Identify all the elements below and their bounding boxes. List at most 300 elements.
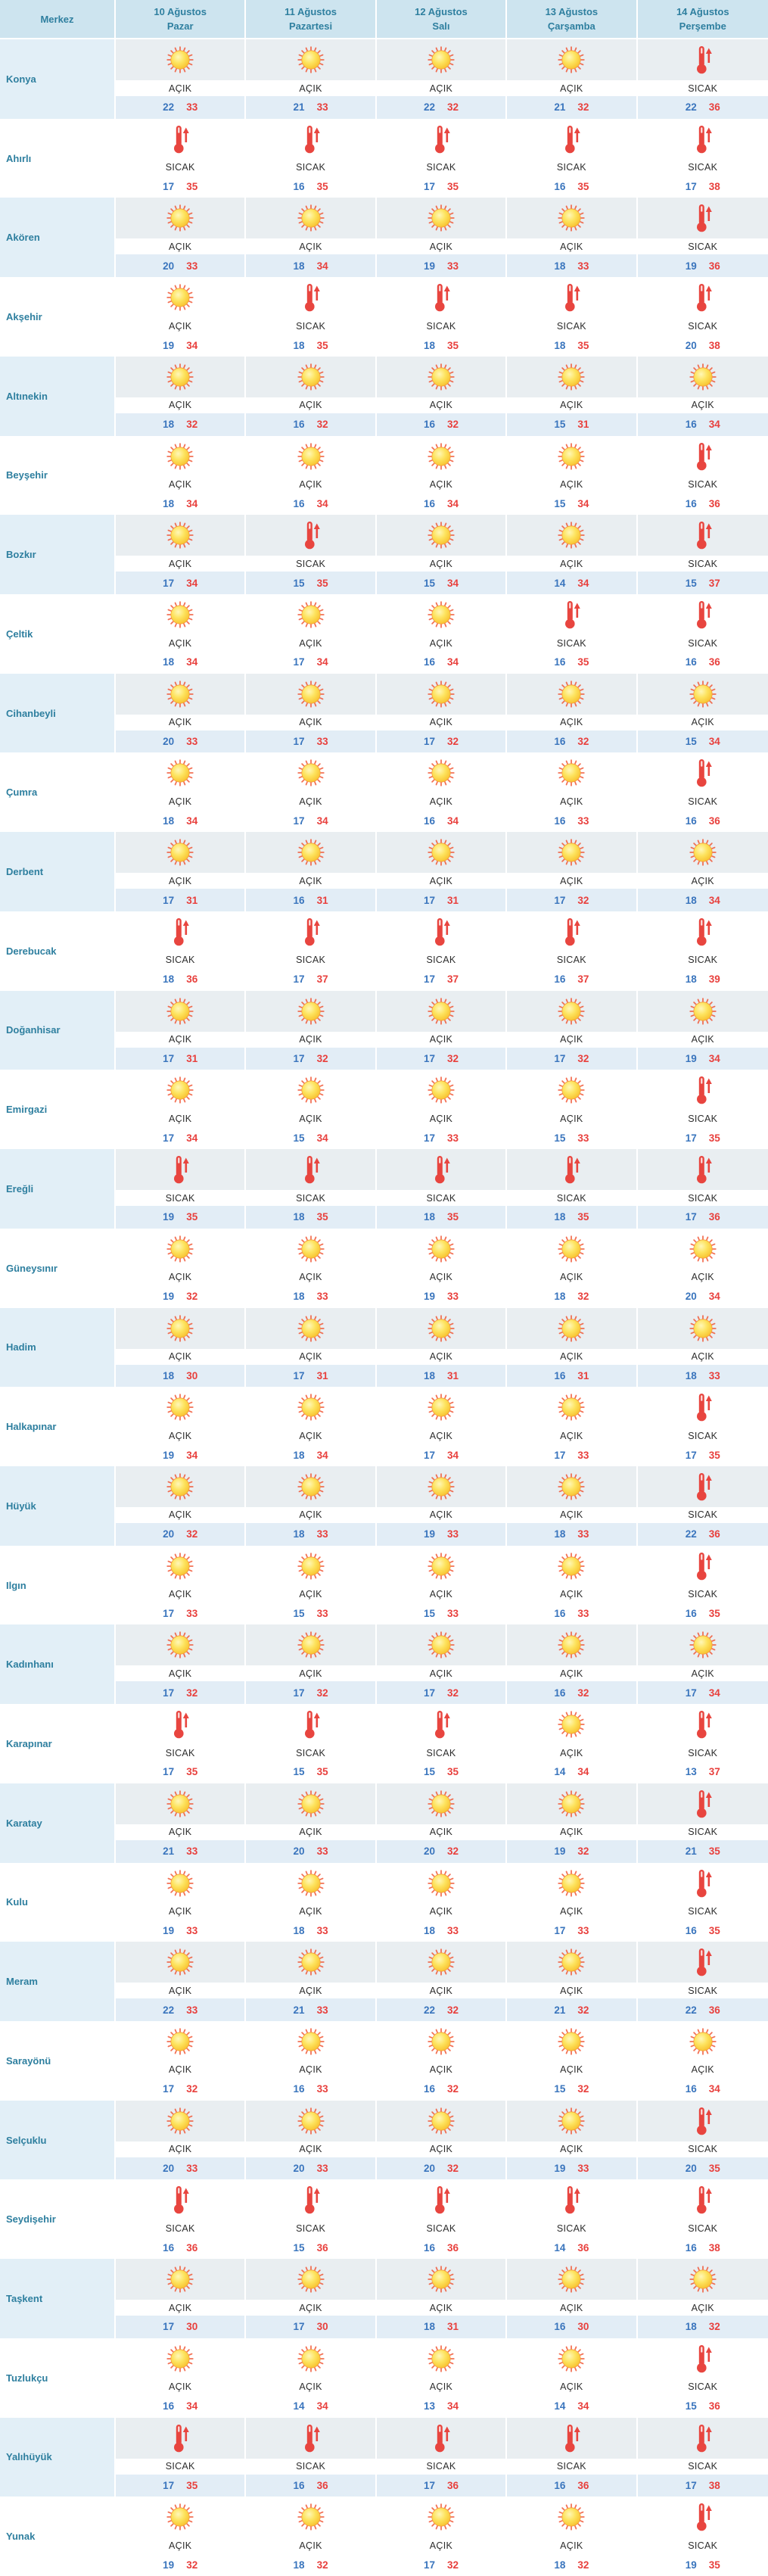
weather-icon-band: [246, 1466, 375, 1507]
day-forecast-cell: [246, 119, 376, 198]
min-temp: 17: [423, 973, 435, 986]
condition-label: AÇIK: [507, 2537, 636, 2553]
district-name[interactable]: Akören: [0, 198, 116, 277]
sun-icon: [427, 1076, 456, 1104]
temperature-band: [246, 1920, 375, 1942]
condition-label: SICAK: [638, 477, 768, 493]
district-row: [0, 1704, 768, 1783]
max-temp: 32: [577, 1291, 589, 1303]
weather-icon-band: [507, 1466, 636, 1507]
min-temp: 15: [554, 2083, 566, 2095]
weather-icon-band: [507, 436, 636, 477]
min-temp: 16: [554, 1608, 566, 1620]
condition-label: SICAK: [377, 952, 505, 968]
weather-icon-band: [377, 1863, 505, 1904]
weather-icon-band: [638, 1229, 768, 1269]
weather-icon-band: [377, 357, 505, 397]
sun-icon: [166, 1869, 194, 1898]
thermometer-icon: [689, 1154, 717, 1185]
day-forecast-cell: [246, 2497, 376, 2576]
weather-icon-band: [246, 1387, 375, 1428]
condition-label: SICAK: [116, 2220, 244, 2236]
max-temp: 33: [316, 2083, 328, 2095]
weather-icon-band: [246, 1704, 375, 1745]
weather-icon-band: [377, 911, 505, 952]
min-temp: 18: [554, 1211, 566, 1223]
temperature-band: [377, 1444, 505, 1466]
district-name[interactable]: Yalıhüyük: [0, 2418, 116, 2497]
max-temp: 33: [186, 1924, 198, 1936]
weather-icon-band: [116, 515, 244, 556]
day-forecast-cell: [116, 1546, 246, 1625]
weather-icon-band: [116, 357, 244, 397]
sun-icon: [166, 680, 194, 709]
temperature-band: [377, 572, 505, 594]
max-temp: 31: [186, 1052, 198, 1064]
min-temp: 18: [163, 419, 175, 431]
temperature-band: [116, 96, 244, 119]
weather-icon-band: [377, 198, 505, 238]
day-forecast-cell: [638, 832, 768, 911]
condition-label: AÇIK: [116, 556, 244, 572]
condition-label: AÇIK: [377, 1507, 505, 1523]
temperature-band: [638, 334, 768, 357]
temperature-band: [638, 2316, 768, 2338]
max-temp: 32: [316, 1687, 328, 1699]
max-temp: 34: [316, 497, 328, 509]
header-day-cell: [246, 0, 376, 39]
day-forecast-cell: [507, 2259, 637, 2338]
min-temp: 18: [163, 973, 175, 986]
max-temp: 36: [186, 2241, 198, 2254]
min-temp: 16: [554, 736, 566, 748]
district-name[interactable]: Meram: [0, 1942, 116, 2021]
sun-icon: [427, 1631, 456, 1659]
min-temp: 17: [423, 1687, 435, 1699]
weather-icon-band: [507, 198, 636, 238]
temperature-band: [246, 889, 375, 911]
min-temp: 17: [554, 894, 566, 906]
district-row: [0, 1783, 768, 1863]
sun-icon: [427, 997, 456, 1026]
district-name[interactable]: Sarayönü: [0, 2021, 116, 2101]
max-temp: 34: [186, 577, 198, 589]
max-temp: 33: [316, 2004, 328, 2016]
day-forecast-cell: [507, 2179, 637, 2259]
min-temp: 17: [685, 181, 697, 193]
temperature-band: [246, 968, 375, 991]
min-temp: 19: [685, 260, 697, 272]
min-temp: 16: [423, 656, 435, 668]
min-temp: 15: [293, 2241, 305, 2254]
temperature-band: [246, 1761, 375, 1783]
weather-icon-band: [507, 2101, 636, 2141]
min-temp: 20: [163, 1528, 175, 1540]
sun-icon: [297, 758, 325, 787]
district-row: [0, 436, 768, 516]
condition-label: AÇIK: [507, 1032, 636, 1048]
max-temp: 33: [316, 101, 328, 114]
sun-icon: [166, 204, 194, 232]
district-name[interactable]: Selçuklu: [0, 2101, 116, 2180]
max-temp: 32: [186, 1291, 198, 1303]
condition-label: AÇIK: [507, 556, 636, 572]
weather-icon-band: [116, 1546, 244, 1587]
day-forecast-cell: [377, 357, 507, 436]
max-temp: 35: [446, 181, 459, 193]
temperature-band: [377, 1603, 505, 1625]
temperature-band: [507, 413, 636, 436]
min-temp: 16: [685, 419, 697, 431]
district-name[interactable]: Doğanhisar: [0, 991, 116, 1070]
max-temp: 36: [708, 2400, 720, 2412]
temperature-band: [507, 2553, 636, 2576]
district-name[interactable]: Akşehir: [0, 277, 116, 357]
min-temp: 18: [163, 1369, 175, 1381]
max-temp: 34: [708, 894, 720, 906]
district-name[interactable]: Halkapınar: [0, 1387, 116, 1466]
temperature-band: [377, 968, 505, 991]
temperature-band: [638, 1444, 768, 1466]
max-temp: 32: [577, 2083, 589, 2095]
day-forecast-cell: [377, 119, 507, 198]
district-name[interactable]: Hüyük: [0, 1466, 116, 1546]
district-name[interactable]: Ereğli: [0, 1149, 116, 1229]
temperature-band: [246, 176, 375, 198]
header-date: 10 Ağustos: [154, 6, 207, 17]
sun-icon: [297, 1948, 325, 1976]
district-name[interactable]: Beyşehir: [0, 436, 116, 516]
day-forecast-cell: [638, 1546, 768, 1625]
sun-icon: [427, 2503, 456, 2531]
temperature-band: [507, 1998, 636, 2021]
district-name[interactable]: Derbent: [0, 832, 116, 911]
day-forecast-cell: [507, 515, 637, 594]
day-forecast-cell: [116, 1387, 246, 1466]
day-forecast-cell: [116, 1942, 246, 2021]
min-temp: 17: [293, 2321, 305, 2333]
sun-icon: [557, 1948, 586, 1976]
day-forecast-cell: [507, 1466, 637, 1546]
temperature-band: [638, 889, 768, 911]
weather-icon-band: [638, 1546, 768, 1587]
max-temp: 34: [446, 577, 459, 589]
weather-icon-band: [638, 1624, 768, 1665]
condition-label: AÇIK: [638, 2300, 768, 2316]
temperature-band: [377, 2553, 505, 2576]
weather-icon-band: [507, 1942, 636, 1983]
condition-label: SICAK: [638, 1904, 768, 1920]
district-name[interactable]: Konya: [0, 39, 116, 119]
max-temp: 33: [577, 815, 589, 827]
condition-label: AÇIK: [507, 1269, 636, 1285]
day-forecast-cell: [507, 2497, 637, 2576]
weather-icon-band: [638, 515, 768, 556]
thermometer-icon: [689, 2343, 717, 2375]
max-temp: 34: [186, 656, 198, 668]
condition-label: SICAK: [638, 2459, 768, 2475]
min-temp: 17: [423, 1449, 435, 1461]
max-temp: 36: [708, 815, 720, 827]
sun-icon: [557, 2027, 586, 2056]
sun-icon: [297, 1076, 325, 1104]
condition-label: SICAK: [638, 793, 768, 809]
max-temp: 33: [446, 1528, 459, 1540]
district-name[interactable]: Karatay: [0, 1783, 116, 1863]
district-name[interactable]: Bozkır: [0, 515, 116, 594]
sun-icon: [557, 363, 586, 391]
temperature-band: [377, 254, 505, 277]
min-temp: 16: [554, 1369, 566, 1381]
sun-icon: [689, 838, 717, 867]
weather-icon-band: [116, 119, 244, 160]
temperature-band: [246, 2475, 375, 2497]
day-forecast-cell: [116, 1308, 246, 1388]
weather-icon-band: [377, 1070, 505, 1110]
temperature-band: [638, 176, 768, 198]
district-name[interactable]: Kadınhanı: [0, 1624, 116, 1704]
min-temp: 18: [554, 2559, 566, 2571]
sun-icon: [557, 1552, 586, 1581]
max-temp: 35: [316, 181, 328, 193]
thermometer-icon: [689, 2184, 717, 2216]
district-name[interactable]: Çumra: [0, 752, 116, 832]
weather-icon-band: [246, 357, 375, 397]
district-name[interactable]: Tuzlukçu: [0, 2338, 116, 2418]
condition-label: SICAK: [116, 952, 244, 968]
max-temp: 35: [708, 2163, 720, 2175]
max-temp: 33: [316, 1924, 328, 1936]
min-temp: 18: [423, 339, 435, 351]
weather-icon-band: [116, 277, 244, 318]
max-temp: 33: [577, 1608, 589, 1620]
weather-icon-band: [507, 2259, 636, 2300]
min-temp: 18: [293, 1291, 305, 1303]
min-temp: 16: [685, 815, 697, 827]
district-name[interactable]: Kulu: [0, 1863, 116, 1942]
header-weekday: Perşembe: [679, 20, 726, 32]
max-temp: 33: [577, 1449, 589, 1461]
sun-icon: [297, 2027, 325, 2056]
condition-label: SICAK: [638, 80, 768, 96]
day-forecast-cell: [246, 1466, 376, 1546]
min-temp: 20: [163, 260, 175, 272]
condition-label: SICAK: [246, 318, 375, 334]
sun-icon: [427, 204, 456, 232]
day-forecast-cell: [377, 752, 507, 832]
district-name[interactable]: Çeltik: [0, 594, 116, 674]
header-day-cell: [377, 0, 507, 39]
day-forecast-cell: [116, 1466, 246, 1546]
weather-icon-band: [246, 832, 375, 873]
min-temp: 18: [554, 1291, 566, 1303]
day-forecast-cell: [377, 1783, 507, 1863]
day-forecast-cell: [116, 1704, 246, 1783]
district-name[interactable]: Altınekin: [0, 357, 116, 436]
max-temp: 35: [708, 1924, 720, 1936]
weather-icon-band: [507, 832, 636, 873]
temperature-band: [507, 651, 636, 674]
weather-icon-band: [116, 2101, 244, 2141]
weather-icon-band: [246, 2338, 375, 2379]
max-temp: 34: [316, 1449, 328, 1461]
min-temp: 20: [293, 1846, 305, 1858]
weather-icon-band: [507, 119, 636, 160]
district-name[interactable]: Karapınar: [0, 1704, 116, 1783]
min-temp: 19: [685, 1052, 697, 1064]
min-temp: 17: [423, 1052, 435, 1064]
min-temp: 18: [163, 497, 175, 509]
max-temp: 34: [708, 1291, 720, 1303]
max-temp: 35: [186, 181, 198, 193]
min-temp: 22: [685, 2004, 697, 2016]
thermometer-icon: [166, 916, 194, 948]
day-forecast-cell: [116, 1070, 246, 1149]
temperature-band: [116, 493, 244, 516]
min-temp: 16: [685, 2241, 697, 2254]
day-forecast-cell: [507, 1070, 637, 1149]
max-temp: 34: [577, 1766, 589, 1778]
district-name[interactable]: Hadim: [0, 1308, 116, 1388]
condition-label: AÇIK: [116, 318, 244, 334]
min-temp: 15: [554, 419, 566, 431]
min-temp: 15: [293, 577, 305, 589]
district-row: [0, 1149, 768, 1229]
day-forecast-cell: [507, 2338, 637, 2418]
condition-label: SICAK: [377, 1190, 505, 1206]
condition-label: AÇIK: [246, 1032, 375, 1048]
district-name[interactable]: Yunak: [0, 2497, 116, 2576]
sun-icon: [427, 1552, 456, 1581]
temperature-band: [246, 1048, 375, 1070]
sun-icon: [689, 2265, 717, 2294]
district-row: [0, 911, 768, 991]
day-forecast-cell: [377, 1387, 507, 1466]
max-temp: 37: [316, 973, 328, 986]
condition-label: AÇIK: [507, 1665, 636, 1681]
weather-icon-band: [638, 357, 768, 397]
min-temp: 17: [293, 656, 305, 668]
thermometer-icon: [297, 1709, 325, 1740]
district-name[interactable]: Güneysınır: [0, 1229, 116, 1308]
district-name[interactable]: Emirgazi: [0, 1070, 116, 1149]
district-name[interactable]: Ahırlı: [0, 119, 116, 198]
day-forecast-cell: [116, 119, 246, 198]
day-forecast-cell: [377, 198, 507, 277]
min-temp: 16: [163, 2400, 175, 2412]
weather-icon-band: [377, 1229, 505, 1269]
condition-label: AÇIK: [116, 873, 244, 889]
day-forecast-cell: [246, 1229, 376, 1308]
max-temp: 36: [708, 1528, 720, 1540]
day-forecast-cell: [116, 2338, 246, 2418]
max-temp: 33: [316, 1846, 328, 1858]
max-temp: 38: [708, 2241, 720, 2254]
district-name[interactable]: Ilgın: [0, 1546, 116, 1625]
sun-icon: [166, 442, 194, 471]
condition-label: AÇIK: [246, 397, 375, 413]
district-name[interactable]: Derebucak: [0, 911, 116, 991]
day-forecast-cell: [377, 1149, 507, 1229]
sun-icon: [166, 363, 194, 391]
temperature-band: [246, 254, 375, 277]
max-temp: 38: [708, 339, 720, 351]
sun-icon: [427, 363, 456, 391]
max-temp: 35: [577, 656, 589, 668]
sun-icon: [689, 363, 717, 391]
condition-label: AÇIK: [377, 1665, 505, 1681]
condition-label: AÇIK: [246, 1110, 375, 1126]
max-temp: 33: [186, 2163, 198, 2175]
condition-label: AÇIK: [638, 873, 768, 889]
weather-icon-band: [638, 277, 768, 318]
weather-icon-band: [377, 752, 505, 793]
district-name[interactable]: Taşkent: [0, 2259, 116, 2338]
condition-label: SICAK: [246, 2220, 375, 2236]
weather-icon-band: [116, 1149, 244, 1190]
sun-icon: [297, 838, 325, 867]
sun-icon: [427, 2027, 456, 2056]
min-temp: 17: [163, 1687, 175, 1699]
weather-icon-band: [116, 2179, 244, 2220]
thermometer-icon: [297, 282, 325, 313]
district-name[interactable]: Cihanbeyli: [0, 674, 116, 753]
thermometer-icon: [689, 2422, 717, 2454]
min-temp: 18: [685, 973, 697, 986]
min-temp: 19: [423, 1291, 435, 1303]
weather-icon-band: [246, 2179, 375, 2220]
thermometer-icon: [689, 1471, 717, 1503]
sun-icon: [689, 2027, 717, 2056]
max-temp: 34: [577, 577, 589, 589]
max-temp: 32: [708, 2321, 720, 2333]
day-forecast-cell: [246, 39, 376, 119]
district-row: [0, 39, 768, 119]
temperature-band: [377, 1523, 505, 1546]
thermometer-icon: [427, 1709, 456, 1740]
temperature-band: [507, 254, 636, 277]
sun-icon: [427, 600, 456, 629]
day-forecast-cell: [507, 752, 637, 832]
condition-label: AÇIK: [116, 1349, 244, 1365]
min-temp: 20: [423, 1846, 435, 1858]
condition-label: SICAK: [507, 2459, 636, 2475]
thermometer-icon: [557, 2184, 586, 2216]
district-name[interactable]: Seydişehir: [0, 2179, 116, 2259]
max-temp: 32: [446, 2559, 459, 2571]
sun-icon: [166, 1472, 194, 1501]
min-temp: 17: [423, 181, 435, 193]
min-temp: 17: [685, 1449, 697, 1461]
district-row: [0, 2338, 768, 2418]
condition-label: SICAK: [116, 160, 244, 176]
day-forecast-cell: [507, 832, 637, 911]
day-forecast-cell: [246, 1546, 376, 1625]
condition-label: SICAK: [638, 1428, 768, 1444]
sun-icon: [557, 2265, 586, 2294]
sun-icon: [166, 1314, 194, 1343]
thermometer-icon: [166, 123, 194, 155]
min-temp: 20: [293, 2163, 305, 2175]
sun-icon: [297, 680, 325, 709]
max-temp: 32: [186, 419, 198, 431]
weather-icon-band: [507, 357, 636, 397]
day-forecast-cell: [246, 1070, 376, 1149]
max-temp: 32: [186, 1528, 198, 1540]
temperature-band: [638, 1048, 768, 1070]
weather-icon-band: [116, 674, 244, 715]
max-temp: 33: [446, 1132, 459, 1144]
